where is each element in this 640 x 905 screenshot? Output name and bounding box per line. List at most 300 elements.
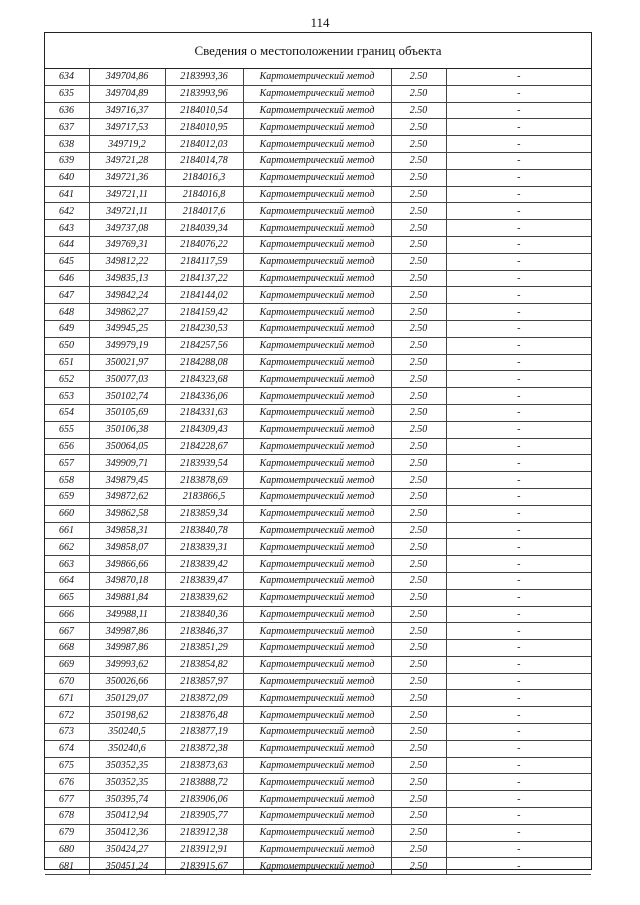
point-number-cell: 679 [45,824,89,841]
y-coordinate-cell: 2184012,03 [165,136,243,153]
x-coordinate-cell: 350395,74 [89,791,165,808]
table-row [45,119,591,136]
y-coordinate-cell: 2184257,56 [165,337,243,354]
point-number-cell: 649 [45,320,89,337]
table-row [45,186,591,203]
point-number-cell: 652 [45,371,89,388]
y-coordinate-cell: 2184331,63 [165,404,243,421]
x-coordinate-cell: 350451,24 [89,858,165,875]
description-cell: - [446,673,591,690]
y-coordinate-cell: 2184117,59 [165,253,243,270]
boundary-points-table [45,69,591,875]
point-number-cell: 635 [45,85,89,102]
description-cell: - [446,572,591,589]
method-cell: Картометрический метод [243,102,391,119]
description-cell: - [446,152,591,169]
accuracy-cell: 2.50 [391,270,446,287]
y-coordinate-cell: 2183859,34 [165,505,243,522]
description-cell: - [446,808,591,825]
table-row [45,572,591,589]
method-cell: Картометрический метод [243,858,391,875]
accuracy-cell: 2.50 [391,522,446,539]
description-cell: - [446,740,591,757]
description-cell: - [446,841,591,858]
method-cell: Картометрический метод [243,119,391,136]
x-coordinate-cell: 349717,53 [89,119,165,136]
table-row [45,522,591,539]
point-number-cell: 636 [45,102,89,119]
point-number-cell: 668 [45,640,89,657]
accuracy-cell: 2.50 [391,169,446,186]
table-row [45,690,591,707]
x-coordinate-cell: 349872,62 [89,488,165,505]
table-row [45,606,591,623]
y-coordinate-cell: 2183912,38 [165,824,243,841]
x-coordinate-cell: 349858,31 [89,522,165,539]
method-cell: Картометрический метод [243,220,391,237]
x-coordinate-cell: 349987,86 [89,623,165,640]
description-cell: - [446,136,591,153]
method-cell: Картометрический метод [243,505,391,522]
method-cell: Картометрический метод [243,438,391,455]
description-cell: - [446,169,591,186]
accuracy-cell: 2.50 [391,354,446,371]
description-cell: - [446,707,591,724]
x-coordinate-cell: 350412,36 [89,824,165,841]
accuracy-cell: 2.50 [391,287,446,304]
description-cell: - [446,102,591,119]
y-coordinate-cell: 2183877,19 [165,724,243,741]
x-coordinate-cell: 350198,62 [89,707,165,724]
point-number-cell: 666 [45,606,89,623]
description-cell: - [446,455,591,472]
method-cell: Картометрический метод [243,623,391,640]
description-cell: - [446,236,591,253]
table-row [45,673,591,690]
y-coordinate-cell: 2183839,62 [165,589,243,606]
point-number-cell: 639 [45,152,89,169]
x-coordinate-cell: 349993,62 [89,656,165,673]
description-cell: - [446,388,591,405]
method-cell: Картометрический метод [243,572,391,589]
point-number-cell: 657 [45,455,89,472]
accuracy-cell: 2.50 [391,69,446,85]
accuracy-cell: 2.50 [391,606,446,623]
y-coordinate-cell: 2184014,78 [165,152,243,169]
point-number-cell: 650 [45,337,89,354]
description-cell: - [446,539,591,556]
x-coordinate-cell: 350102,74 [89,388,165,405]
accuracy-cell: 2.50 [391,119,446,136]
method-cell: Картометрический метод [243,824,391,841]
y-coordinate-cell: 2183854,82 [165,656,243,673]
y-coordinate-cell: 2183912,91 [165,841,243,858]
method-cell: Картометрический метод [243,488,391,505]
accuracy-cell: 2.50 [391,707,446,724]
x-coordinate-cell: 349879,45 [89,472,165,489]
method-cell: Картометрический метод [243,186,391,203]
accuracy-cell: 2.50 [391,774,446,791]
point-number-cell: 659 [45,488,89,505]
accuracy-cell: 2.50 [391,673,446,690]
x-coordinate-cell: 349862,27 [89,304,165,321]
table-row [45,152,591,169]
x-coordinate-cell: 350105,69 [89,404,165,421]
x-coordinate-cell: 350412,94 [89,808,165,825]
x-coordinate-cell: 349988,11 [89,606,165,623]
y-coordinate-cell: 2184016,3 [165,169,243,186]
x-coordinate-cell: 349704,86 [89,69,165,85]
accuracy-cell: 2.50 [391,388,446,405]
description-cell: - [446,421,591,438]
accuracy-cell: 2.50 [391,320,446,337]
y-coordinate-cell: 2184010,54 [165,102,243,119]
y-coordinate-cell: 2183906,06 [165,791,243,808]
page-number: 114 [310,15,330,30]
table-row [45,404,591,421]
y-coordinate-cell: 2183866,5 [165,488,243,505]
table-row [45,505,591,522]
method-cell: Картометрический метод [243,707,391,724]
point-number-cell: 671 [45,690,89,707]
y-coordinate-cell: 2184039,34 [165,220,243,237]
y-coordinate-cell: 2183839,47 [165,572,243,589]
boundary-table-frame [44,32,592,870]
accuracy-cell: 2.50 [391,438,446,455]
y-coordinate-cell: 2184016,8 [165,186,243,203]
table-row [45,220,591,237]
x-coordinate-cell: 349716,37 [89,102,165,119]
point-number-cell: 662 [45,539,89,556]
table-row [45,169,591,186]
method-cell: Картометрический метод [243,808,391,825]
x-coordinate-cell: 349721,28 [89,152,165,169]
table-row [45,539,591,556]
point-number-cell: 670 [45,673,89,690]
accuracy-cell: 2.50 [391,455,446,472]
point-number-cell: 658 [45,472,89,489]
method-cell: Картометрический метод [243,371,391,388]
x-coordinate-cell: 349719,2 [89,136,165,153]
table-row [45,337,591,354]
point-number-cell: 647 [45,287,89,304]
y-coordinate-cell: 2183872,38 [165,740,243,757]
method-cell: Картометрический метод [243,85,391,102]
description-cell: - [446,505,591,522]
table-row [45,203,591,220]
description-cell: - [446,589,591,606]
accuracy-cell: 2.50 [391,640,446,657]
accuracy-cell: 2.50 [391,404,446,421]
method-cell: Картометрический метод [243,388,391,405]
accuracy-cell: 2.50 [391,505,446,522]
table-row [45,304,591,321]
table-row [45,85,591,102]
method-cell: Картометрический метод [243,472,391,489]
table-row [45,136,591,153]
table-row [45,623,591,640]
table-row [45,438,591,455]
method-cell: Картометрический метод [243,320,391,337]
method-cell: Картометрический метод [243,354,391,371]
point-number-cell: 680 [45,841,89,858]
accuracy-cell: 2.50 [391,472,446,489]
accuracy-cell: 2.50 [391,539,446,556]
point-number-cell: 674 [45,740,89,757]
table-row [45,455,591,472]
point-number-cell: 676 [45,774,89,791]
x-coordinate-cell: 349721,11 [89,203,165,220]
y-coordinate-cell: 2184159,42 [165,304,243,321]
method-cell: Картометрический метод [243,673,391,690]
description-cell: - [446,253,591,270]
x-coordinate-cell: 349737,08 [89,220,165,237]
accuracy-cell: 2.50 [391,337,446,354]
point-number-cell: 638 [45,136,89,153]
x-coordinate-cell: 349812,22 [89,253,165,270]
accuracy-cell: 2.50 [391,488,446,505]
x-coordinate-cell: 349945,25 [89,320,165,337]
method-cell: Картометрический метод [243,69,391,85]
table-row [45,354,591,371]
point-number-cell: 655 [45,421,89,438]
y-coordinate-cell: 2183905,77 [165,808,243,825]
description-cell: - [446,774,591,791]
point-number-cell: 673 [45,724,89,741]
accuracy-cell: 2.50 [391,656,446,673]
table-row [45,740,591,757]
method-cell: Картометрический метод [243,455,391,472]
method-cell: Картометрический метод [243,169,391,186]
description-cell: - [446,522,591,539]
method-cell: Картометрический метод [243,640,391,657]
accuracy-cell: 2.50 [391,253,446,270]
accuracy-cell: 2.50 [391,841,446,858]
accuracy-cell: 2.50 [391,858,446,875]
point-number-cell: 672 [45,707,89,724]
table-row [45,841,591,858]
description-cell: - [446,186,591,203]
x-coordinate-cell: 350077,03 [89,371,165,388]
x-coordinate-cell: 349881,84 [89,589,165,606]
method-cell: Картометрический метод [243,203,391,220]
method-cell: Картометрический метод [243,841,391,858]
y-coordinate-cell: 2183915,67 [165,858,243,875]
table-row [45,320,591,337]
x-coordinate-cell: 350352,35 [89,774,165,791]
table-row [45,421,591,438]
y-coordinate-cell: 2184309,43 [165,421,243,438]
description-cell: - [446,656,591,673]
method-cell: Картометрический метод [243,556,391,573]
point-number-cell: 661 [45,522,89,539]
table-row [45,472,591,489]
point-number-cell: 641 [45,186,89,203]
y-coordinate-cell: 2184288,08 [165,354,243,371]
method-cell: Картометрический метод [243,724,391,741]
accuracy-cell: 2.50 [391,236,446,253]
y-coordinate-cell: 2183846,37 [165,623,243,640]
x-coordinate-cell: 350352,35 [89,757,165,774]
point-number-cell: 665 [45,589,89,606]
accuracy-cell: 2.50 [391,102,446,119]
description-cell: - [446,858,591,875]
table-row [45,774,591,791]
x-coordinate-cell: 350424,27 [89,841,165,858]
description-cell: - [446,119,591,136]
y-coordinate-cell: 2183872,09 [165,690,243,707]
point-number-cell: 678 [45,808,89,825]
method-cell: Картометрический метод [243,740,391,757]
table-row [45,556,591,573]
x-coordinate-cell: 350021,97 [89,354,165,371]
point-number-cell: 644 [45,236,89,253]
point-number-cell: 653 [45,388,89,405]
table-row [45,388,591,405]
table-row [45,707,591,724]
accuracy-cell: 2.50 [391,304,446,321]
description-cell: - [446,304,591,321]
accuracy-cell: 2.50 [391,589,446,606]
x-coordinate-cell: 349909,71 [89,455,165,472]
y-coordinate-cell: 2184017,6 [165,203,243,220]
x-coordinate-cell: 349979,19 [89,337,165,354]
accuracy-cell: 2.50 [391,824,446,841]
accuracy-cell: 2.50 [391,421,446,438]
description-cell: - [446,270,591,287]
method-cell: Картометрический метод [243,690,391,707]
table-row [45,724,591,741]
table-body [45,69,591,875]
x-coordinate-cell: 349721,36 [89,169,165,186]
point-number-cell: 648 [45,304,89,321]
accuracy-cell: 2.50 [391,136,446,153]
x-coordinate-cell: 349862,58 [89,505,165,522]
y-coordinate-cell: 2183888,72 [165,774,243,791]
description-cell: - [446,690,591,707]
table-row [45,656,591,673]
accuracy-cell: 2.50 [391,203,446,220]
x-coordinate-cell: 350240,5 [89,724,165,741]
point-number-cell: 646 [45,270,89,287]
description-cell: - [446,757,591,774]
point-number-cell: 681 [45,858,89,875]
description-cell: - [446,287,591,304]
accuracy-cell: 2.50 [391,740,446,757]
method-cell: Картометрический метод [243,253,391,270]
table-row [45,371,591,388]
point-number-cell: 660 [45,505,89,522]
y-coordinate-cell: 2184230,53 [165,320,243,337]
point-number-cell: 654 [45,404,89,421]
accuracy-cell: 2.50 [391,152,446,169]
description-cell: - [446,404,591,421]
description-cell: - [446,472,591,489]
table-row [45,102,591,119]
y-coordinate-cell: 2184137,22 [165,270,243,287]
y-coordinate-cell: 2184144,02 [165,287,243,304]
x-coordinate-cell: 349870,18 [89,572,165,589]
description-cell: - [446,724,591,741]
point-number-cell: 637 [45,119,89,136]
y-coordinate-cell: 2184323,68 [165,371,243,388]
point-number-cell: 640 [45,169,89,186]
table-row [45,270,591,287]
x-coordinate-cell: 349842,24 [89,287,165,304]
x-coordinate-cell: 350106,38 [89,421,165,438]
x-coordinate-cell: 350026,66 [89,673,165,690]
x-coordinate-cell: 350240,6 [89,740,165,757]
point-number-cell: 669 [45,656,89,673]
table-row [45,640,591,657]
description-cell: - [446,220,591,237]
y-coordinate-cell: 2184010,95 [165,119,243,136]
x-coordinate-cell: 349987,86 [89,640,165,657]
method-cell: Картометрический метод [243,774,391,791]
table-row [45,69,591,85]
y-coordinate-cell: 2183873,63 [165,757,243,774]
description-cell: - [446,320,591,337]
method-cell: Картометрический метод [243,656,391,673]
y-coordinate-cell: 2183878,69 [165,472,243,489]
method-cell: Картометрический метод [243,270,391,287]
method-cell: Картометрический метод [243,522,391,539]
method-cell: Картометрический метод [243,606,391,623]
y-coordinate-cell: 2184336,06 [165,388,243,405]
y-coordinate-cell: 2183840,78 [165,522,243,539]
y-coordinate-cell: 2183876,48 [165,707,243,724]
table-row [45,757,591,774]
description-cell: - [446,354,591,371]
table-row [45,236,591,253]
description-cell: - [446,203,591,220]
point-number-cell: 677 [45,791,89,808]
method-cell: Картометрический метод [243,791,391,808]
description-cell: - [446,556,591,573]
table-row [45,858,591,875]
x-coordinate-cell: 349866,66 [89,556,165,573]
table-title: Сведения о местоположении границ объекта [45,33,591,69]
accuracy-cell: 2.50 [391,85,446,102]
point-number-cell: 651 [45,354,89,371]
method-cell: Картометрический метод [243,287,391,304]
accuracy-cell: 2.50 [391,808,446,825]
method-cell: Картометрический метод [243,421,391,438]
table-row [45,488,591,505]
description-cell: - [446,69,591,85]
description-cell: - [446,640,591,657]
y-coordinate-cell: 2183851,29 [165,640,243,657]
method-cell: Картометрический метод [243,589,391,606]
point-number-cell: 664 [45,572,89,589]
y-coordinate-cell: 2183857,97 [165,673,243,690]
method-cell: Картометрический метод [243,757,391,774]
x-coordinate-cell: 350129,07 [89,690,165,707]
accuracy-cell: 2.50 [391,371,446,388]
y-coordinate-cell: 2183839,42 [165,556,243,573]
description-cell: - [446,488,591,505]
y-coordinate-cell: 2183993,36 [165,69,243,85]
point-number-cell: 645 [45,253,89,270]
y-coordinate-cell: 2183839,31 [165,539,243,556]
y-coordinate-cell: 2184076,22 [165,236,243,253]
description-cell: - [446,824,591,841]
x-coordinate-cell: 349721,11 [89,186,165,203]
description-cell: - [446,337,591,354]
table-row [45,791,591,808]
accuracy-cell: 2.50 [391,724,446,741]
table-row [45,589,591,606]
